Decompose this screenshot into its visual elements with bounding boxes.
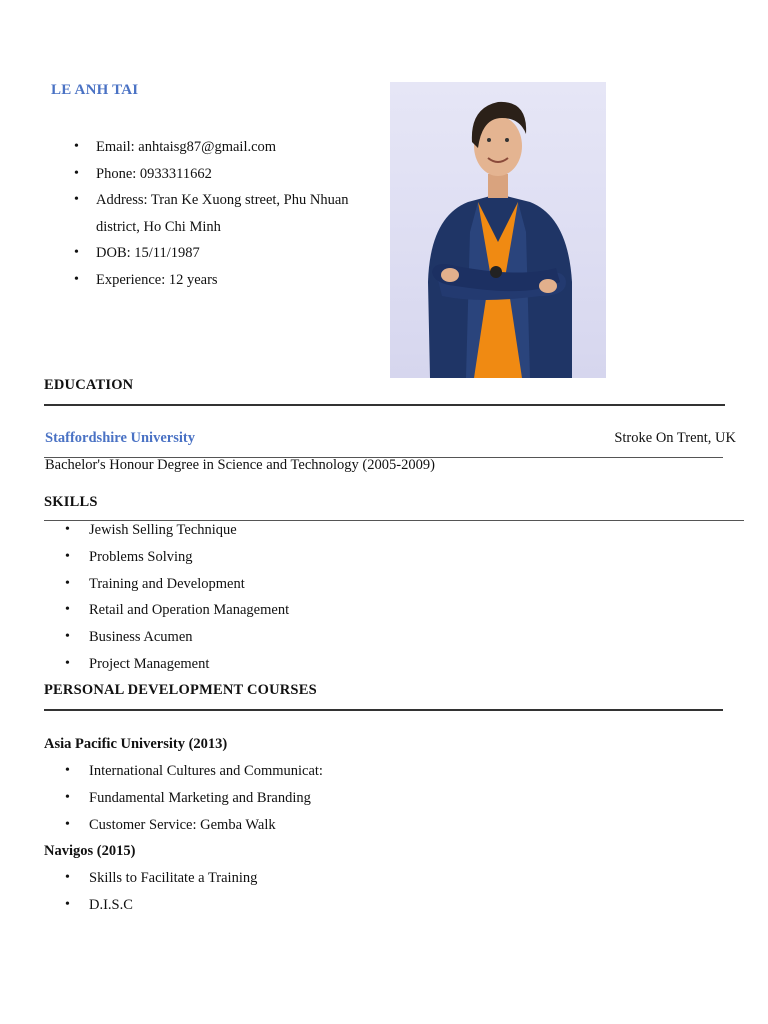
list-item: • Customer Service: Gemba Walk (65, 812, 323, 839)
contact-phone: • Phone: 0933311662 (74, 161, 374, 188)
list-item: • Jewish Selling Technique (65, 517, 289, 544)
candidate-name: LE ANH TAI (51, 82, 139, 98)
university-location: Stroke On Trent, UK (614, 430, 736, 446)
contact-list (74, 134, 374, 293)
list-item: • Training and Development (65, 571, 289, 598)
contact-email: • Email: anhtaisg87@gmail.com (74, 134, 374, 161)
list-item: • Business Acumen (65, 624, 289, 651)
list-item: • Retail and Operation Management (65, 597, 289, 624)
course-provider-2: Navigos (2015) (44, 843, 136, 859)
course-provider-1: Asia Pacific University (2013) (44, 736, 228, 752)
education-title: EDUCATION (44, 377, 134, 393)
contact-experience: • Experience: 12 years (74, 267, 374, 294)
contact-dob: • DOB: 15/11/1987 (74, 240, 374, 267)
course-list-2 (65, 865, 257, 919)
university-name: Staffordshire University (45, 430, 195, 446)
skills-title: SKILLS (44, 494, 98, 510)
list-item: • International Cultures and Communicat: (65, 758, 323, 785)
profile-photo (390, 82, 606, 378)
person-illustration (390, 82, 606, 378)
contact-address: • Address: Tran Ke Xuong street, Phu Nhuan district, Ho Chi Minh (74, 187, 374, 240)
skills-list (65, 517, 289, 678)
list-item: • Fundamental Marketing and Branding (65, 785, 323, 812)
course-list-1 (65, 758, 323, 838)
degree-text: Bachelor's Honour Degree in Science and Technology (2005-2009) (45, 457, 435, 473)
list-item: • Project Management (65, 651, 289, 678)
list-item: • Skills to Facilitate a Training (65, 865, 257, 892)
education-divider (44, 404, 725, 406)
courses-title: PERSONAL DEVELOPMENT COURSES (44, 682, 317, 698)
list-item: • Problems Solving (65, 544, 289, 571)
courses-divider (44, 709, 723, 711)
list-item: • D.I.S.C (65, 892, 257, 919)
